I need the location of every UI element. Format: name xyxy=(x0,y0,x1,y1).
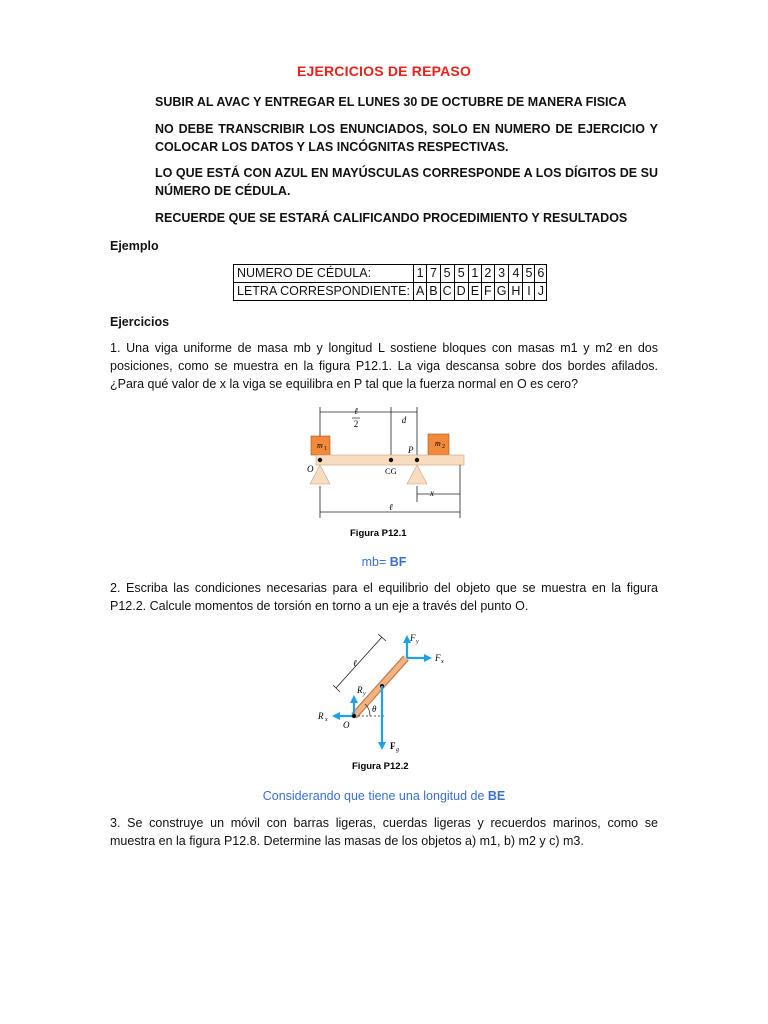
exercise-3-text: 3. Se construye un móvil con barras ligeras, cuerdas ligeras y recuerdos marinos, como se muestra en la figura P12.8. Determine las masas de los objetos a) m1, b) m2 y c) m3. xyxy=(110,816,658,848)
m2-sub: 2 xyxy=(442,444,445,450)
exercise-2-text: 2. Escriba las condiciones necesarias para el equilibrio del objeto que se muestra en la figura P12.2. Calcule momentos de torsión en torno a un eje a través del punto O. xyxy=(110,581,658,613)
rx-label: R xyxy=(318,711,324,721)
fx-label: F xyxy=(435,653,441,663)
table-cell: J xyxy=(535,283,547,301)
instruction-2: NO DEBE TRANSCRIBIR LOS ENUNCIADOS, SOLO EN NUMERO DE EJERCICIO Y COLOCAR LOS DATOS Y LAS INCÓGNITAS RESPECTIVAS. xyxy=(155,122,658,154)
table-cell: 1 xyxy=(413,265,426,283)
o-label: O xyxy=(307,464,314,474)
table-cell: LETRA CORRESPONDIENTE: xyxy=(234,283,414,301)
table-cell: I xyxy=(523,283,535,301)
table-cell: NUMERO DE CÉDULA: xyxy=(234,265,414,283)
table-cell: 5 xyxy=(523,265,535,283)
figure-1-caption: Figura P12.1 xyxy=(350,528,407,539)
o-label: O xyxy=(343,720,350,730)
figure-2-caption: Figura P12.2 xyxy=(352,761,409,772)
exercise-1-text: 1. Una viga uniforme de masa mb y longitud L sostiene bloques con masas m1 y m2 en dos posiciones, como se muestra en la figura P12.1. La viga descansa sobre dos bordes afilados. ¿Para qué valor de x la viga se equilibra en P tal que la fuerza normal en O es cero? xyxy=(110,341,658,391)
theta-label: θ xyxy=(372,704,377,714)
support-p xyxy=(407,465,427,484)
table-cell: C xyxy=(440,283,454,301)
p-label: P xyxy=(408,445,414,455)
mb-line xyxy=(0,553,768,571)
m1-label: m xyxy=(317,441,323,450)
table-cell: E xyxy=(468,283,481,301)
table-row xyxy=(234,283,547,301)
page-title: EJERCICIOS DE REPASO xyxy=(296,63,472,79)
table-cell: 3 xyxy=(494,265,509,283)
fg-sub: g xyxy=(396,747,399,753)
half-l-den: 2 xyxy=(353,419,359,429)
table-cell: A xyxy=(413,283,426,301)
length-line xyxy=(0,787,768,805)
m2-label: m xyxy=(435,439,441,448)
ry-label: R xyxy=(357,685,363,695)
table-cell: 5 xyxy=(440,265,454,283)
fy-label: F xyxy=(410,633,416,643)
x-label: x xyxy=(430,488,434,498)
example-heading: Ejemplo xyxy=(110,239,159,253)
fy-sub: y xyxy=(416,639,419,645)
mb-label: mb= xyxy=(361,555,390,569)
table-cell: D xyxy=(454,283,468,301)
exercises-heading: Ejercicios xyxy=(110,315,170,329)
figure-p12-1 xyxy=(290,402,480,548)
table-cell: F xyxy=(482,283,495,301)
cedula-table xyxy=(233,264,547,301)
fx-sub: x xyxy=(441,659,444,665)
table-cell: 7 xyxy=(427,265,440,283)
table-cell: 1 xyxy=(468,265,481,283)
mb-value: BF xyxy=(389,555,407,569)
rx-sub: x xyxy=(325,717,328,723)
instruction-1: SUBIR AL AVAC Y ENTREGAR EL LUNES 30 DE OCTUBRE DE MANERA FISICA xyxy=(155,95,627,109)
m1-sub: 1 xyxy=(324,446,327,452)
length-text: Considerando que tiene una longitud de xyxy=(262,789,488,803)
table-cell: 4 xyxy=(509,265,523,283)
d-label: d xyxy=(401,415,407,425)
instruction-3: LO QUE ESTÁ CON AZUL EN MAYÚSCULAS CORRESPONDE A LOS DÍGITOS DE SU NÚMERO DE CÉDULA. xyxy=(155,166,658,198)
cg-label: CG xyxy=(385,466,397,476)
ry-sub: y xyxy=(363,691,366,697)
instruction-4: RECUERDE QUE SE ESTARÁ CALIFICANDO PROCEDIMIENTO Y RESULTADOS xyxy=(155,211,628,225)
length-value: BE xyxy=(487,789,506,803)
table-cell: H xyxy=(509,283,523,301)
table-cell: 5 xyxy=(454,265,468,283)
l-label: ℓ xyxy=(389,502,393,512)
table-cell: 6 xyxy=(535,265,547,283)
table-cell: B xyxy=(427,283,440,301)
fg-label: F xyxy=(390,741,396,751)
half-l-num: ℓ xyxy=(354,406,358,416)
table-cell: G xyxy=(494,283,509,301)
table-cell: 2 xyxy=(482,265,495,283)
figure-p12-2 xyxy=(310,628,460,774)
l-label: ℓ xyxy=(353,658,357,668)
table-row xyxy=(234,265,547,283)
